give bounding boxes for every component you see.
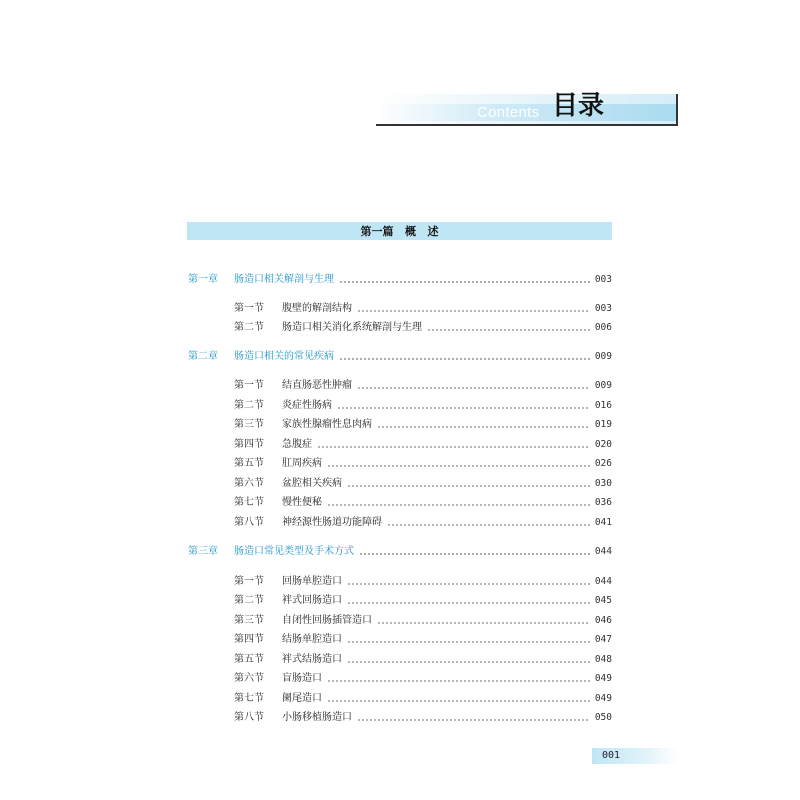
leader-dots xyxy=(357,310,590,312)
toc-number: 第六节 xyxy=(234,673,264,684)
toc-page: 047 xyxy=(594,634,612,645)
toc-title: 炎症性肠病 xyxy=(282,400,332,411)
leader-dots xyxy=(339,281,590,283)
toc-title: 阑尾造口 xyxy=(282,693,322,704)
toc-section[interactable] xyxy=(234,437,612,453)
toc-number: 第六节 xyxy=(234,478,264,489)
toc-title: 慢性便秘 xyxy=(282,497,322,508)
toc-section[interactable] xyxy=(234,652,612,668)
toc-title: 肠造口相关解剖与生理 xyxy=(234,274,334,285)
toc-title: 结肠单腔造口 xyxy=(282,634,342,645)
leader-dots xyxy=(347,583,590,585)
toc-page: 009 xyxy=(594,351,612,362)
leader-dots xyxy=(347,641,590,643)
toc-page: 006 xyxy=(594,322,612,333)
toc-number: 第一章 xyxy=(188,274,218,285)
toc-number: 第三章 xyxy=(188,546,218,557)
toc-page: 049 xyxy=(594,693,612,704)
part-banner xyxy=(187,222,612,240)
toc-section[interactable] xyxy=(234,710,612,726)
toc-section[interactable] xyxy=(234,574,612,590)
toc-section[interactable] xyxy=(234,320,612,336)
page-title: 目录 xyxy=(552,91,605,121)
leader-dots xyxy=(337,407,590,409)
toc-section[interactable] xyxy=(234,398,612,414)
toc-section[interactable] xyxy=(234,515,612,531)
toc-page: 050 xyxy=(594,712,612,723)
toc-title: 急腹症 xyxy=(282,439,312,450)
toc-page: 003 xyxy=(594,303,612,314)
toc-page: 026 xyxy=(594,458,612,469)
toc-section[interactable] xyxy=(234,632,612,648)
toc-title: 肠造口常见类型及手术方式 xyxy=(234,546,354,557)
toc-title: 肛周疾病 xyxy=(282,458,322,469)
toc-page: 048 xyxy=(594,654,612,665)
toc-page: 030 xyxy=(594,478,612,489)
toc-title: 小肠移植肠造口 xyxy=(282,712,352,723)
leader-dots xyxy=(327,680,590,682)
toc-section[interactable] xyxy=(234,593,612,609)
leader-dots xyxy=(357,387,590,389)
leader-dots xyxy=(427,329,590,331)
toc-title: 袢式结肠造口 xyxy=(282,654,342,665)
toc-page: 041 xyxy=(594,517,612,528)
toc-section[interactable] xyxy=(234,691,612,707)
header-horizontal-rule xyxy=(376,124,678,126)
toc-number: 第二节 xyxy=(234,322,264,333)
leader-dots xyxy=(327,700,590,702)
toc-section[interactable] xyxy=(234,378,612,394)
toc-number: 第七节 xyxy=(234,497,264,508)
leader-dots xyxy=(347,602,590,604)
leader-dots xyxy=(327,504,590,506)
toc-title: 肠造口相关消化系统解剖与生理 xyxy=(282,322,422,333)
toc-title: 肠造口相关的常见疾病 xyxy=(234,351,334,362)
toc-title: 腹壁的解剖结构 xyxy=(282,303,352,314)
footer-page-number: 001 xyxy=(602,750,621,761)
toc-page: 003 xyxy=(594,274,612,285)
leader-dots xyxy=(377,622,590,624)
toc-title: 家族性腺瘤性息肉病 xyxy=(282,419,372,430)
toc-number: 第七节 xyxy=(234,693,264,704)
toc-number: 第二节 xyxy=(234,400,264,411)
leader-dots xyxy=(377,426,590,428)
leader-dots xyxy=(347,485,590,487)
toc-title: 袢式回肠造口 xyxy=(282,595,342,606)
toc-page: 044 xyxy=(594,546,612,557)
toc-page: 036 xyxy=(594,497,612,508)
toc-chapter-3[interactable] xyxy=(188,544,612,560)
toc-chapter-1[interactable] xyxy=(188,272,612,288)
toc-section[interactable] xyxy=(234,301,612,317)
toc-number: 第八节 xyxy=(234,712,264,723)
toc-number: 第一节 xyxy=(234,303,264,314)
toc-number: 第五节 xyxy=(234,458,264,469)
header-vertical-rule xyxy=(676,94,678,126)
toc-number: 第三节 xyxy=(234,419,264,430)
toc-number: 第二节 xyxy=(234,595,264,606)
leader-dots xyxy=(357,719,590,721)
leader-dots xyxy=(317,446,590,448)
toc-section[interactable] xyxy=(234,417,612,433)
toc-number: 第四节 xyxy=(234,439,264,450)
toc-number: 第八节 xyxy=(234,517,264,528)
toc-page: 020 xyxy=(594,439,612,450)
toc-number: 第一节 xyxy=(234,380,264,391)
toc-section[interactable] xyxy=(234,613,612,629)
part-label: 第一篇 概 述 xyxy=(360,225,439,238)
contents-label: Contents xyxy=(477,104,540,121)
toc-page: 016 xyxy=(594,400,612,411)
toc-page: 045 xyxy=(594,595,612,606)
toc-page: 009 xyxy=(594,380,612,391)
toc-page: 049 xyxy=(594,673,612,684)
leader-dots xyxy=(387,524,590,526)
leader-dots xyxy=(347,661,590,663)
toc-title: 盆腔相关疾病 xyxy=(282,478,342,489)
toc-section[interactable] xyxy=(234,495,612,511)
toc-title: 回肠单腔造口 xyxy=(282,576,342,587)
toc-page: 019 xyxy=(594,419,612,430)
toc-title: 神经源性肠道功能障碍 xyxy=(282,517,382,528)
toc-number: 第五节 xyxy=(234,654,264,665)
leader-dots xyxy=(359,553,590,555)
toc-title: 自闭性回肠插管造口 xyxy=(282,615,372,626)
toc-section[interactable] xyxy=(234,456,612,472)
toc-number: 第四节 xyxy=(234,634,264,645)
toc-number: 第三节 xyxy=(234,615,264,626)
toc-section[interactable] xyxy=(234,671,612,687)
toc-chapter-2[interactable] xyxy=(188,349,612,365)
toc-number: 第二章 xyxy=(188,351,218,362)
toc-page: 046 xyxy=(594,615,612,626)
leader-dots xyxy=(327,465,590,467)
toc-number: 第一节 xyxy=(234,576,264,587)
toc-title: 盲肠造口 xyxy=(282,673,322,684)
toc-page: 044 xyxy=(594,576,612,587)
toc-title: 结直肠恶性肿瘤 xyxy=(282,380,352,391)
leader-dots xyxy=(339,358,590,360)
toc-section[interactable] xyxy=(234,476,612,492)
